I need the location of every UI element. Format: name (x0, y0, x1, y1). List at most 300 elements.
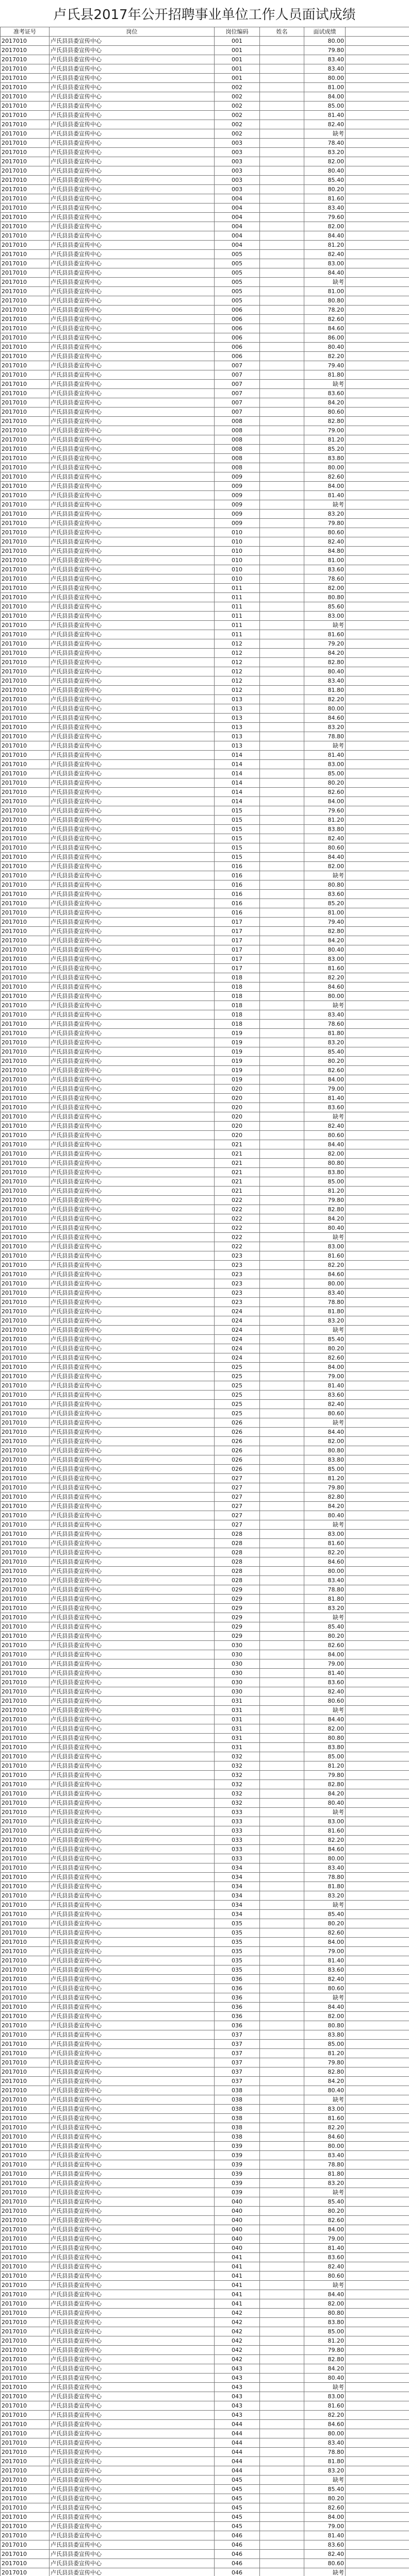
cell-name (260, 1224, 304, 1233)
cell-post: 卢氏县县委宣传中心 (50, 630, 215, 639)
cell-exam-id: 2017010 (1, 74, 50, 83)
cell-post-code: 023 (215, 1251, 260, 1261)
cell-name (260, 871, 304, 880)
cell-score: 83.00 (304, 2105, 346, 2114)
cell-post: 卢氏县县委宣传中心 (50, 1483, 215, 1493)
cell-spare (346, 1418, 409, 1428)
table-row (1, 1242, 409, 1251)
cell-post: 卢氏县县委宣传中心 (50, 1595, 215, 1604)
cell-post: 卢氏县县委宣传中心 (50, 1910, 215, 1919)
cell-spare (346, 2466, 409, 2476)
cell-post: 卢氏县县委宣传中心 (50, 649, 215, 658)
cell-post: 卢氏县县委宣传中心 (50, 2142, 215, 2151)
cell-spare (346, 806, 409, 816)
cell-post-code: 039 (215, 2179, 260, 2188)
cell-score: 81.20 (304, 816, 346, 825)
table-row (1, 806, 409, 816)
table-row (1, 667, 409, 676)
table-row (1, 2049, 409, 2058)
cell-exam-id: 2017010 (1, 1669, 50, 1678)
cell-name (260, 695, 304, 704)
cell-post-code: 021 (215, 1140, 260, 1149)
cell-name (260, 2132, 304, 2142)
cell-post-code: 007 (215, 361, 260, 370)
cell-post: 卢氏县县委宣传中心 (50, 1919, 215, 1928)
cell-score: 82.00 (304, 862, 346, 871)
table-row (1, 2336, 409, 2346)
cell-score: 85.20 (304, 445, 346, 454)
cell-score: 83.80 (304, 1168, 346, 1177)
cell-name (260, 1975, 304, 1984)
cell-spare (346, 2049, 409, 2058)
table-row (1, 1743, 409, 1752)
table-row (1, 1836, 409, 1845)
cell-spare (346, 1613, 409, 1622)
cell-post-code: 022 (215, 1214, 260, 1224)
cell-spare (346, 2170, 409, 2179)
cell-name (260, 1344, 304, 1353)
cell-score: 82.20 (304, 1261, 346, 1270)
cell-score: 82.40 (304, 2550, 346, 2559)
table-row (1, 324, 409, 333)
cell-post: 卢氏县县委宣传中心 (50, 2503, 215, 2513)
table-row (1, 361, 409, 370)
cell-exam-id: 2017010 (1, 370, 50, 380)
cell-spare (346, 2346, 409, 2355)
cell-exam-id: 2017010 (1, 1817, 50, 1826)
cell-exam-id: 2017010 (1, 2003, 50, 2012)
table-row (1, 1502, 409, 1511)
cell-post-code: 026 (215, 1418, 260, 1428)
cell-exam-id: 2017010 (1, 157, 50, 166)
cell-post: 卢氏县县委宣传中心 (50, 1780, 215, 1789)
cell-post: 卢氏县县委宣传中心 (50, 1891, 215, 1901)
cell-exam-id: 2017010 (1, 584, 50, 593)
cell-name (260, 2355, 304, 2364)
cell-score: 79.00 (304, 1084, 346, 1094)
cell-post: 卢氏县县委宣传中心 (50, 778, 215, 788)
cell-exam-id: 2017010 (1, 1381, 50, 1391)
table-row (1, 1094, 409, 1103)
cell-exam-id: 2017010 (1, 1409, 50, 1418)
cell-post-code: 005 (215, 278, 260, 287)
cell-name (260, 315, 304, 324)
cell-spare (346, 482, 409, 491)
table-row (1, 370, 409, 380)
table-row (1, 259, 409, 268)
cell-spare (346, 2234, 409, 2244)
table-row (1, 2457, 409, 2466)
cell-post: 卢氏县县委宣传中心 (50, 593, 215, 602)
cell-name (260, 2513, 304, 2522)
cell-post-code: 015 (215, 843, 260, 853)
cell-post-code: 020 (215, 1084, 260, 1094)
cell-name (260, 1984, 304, 1993)
cell-score: 缺考 (304, 1808, 346, 1817)
table-row (1, 2040, 409, 2049)
cell-post: 卢氏县县委宣传中心 (50, 1159, 215, 1168)
cell-post-code: 011 (215, 593, 260, 602)
cell-name (260, 2188, 304, 2197)
cell-exam-id: 2017010 (1, 389, 50, 398)
cell-spare (346, 1289, 409, 1298)
table-row (1, 1493, 409, 1502)
cell-spare (346, 1214, 409, 1224)
cell-post: 卢氏县县委宣传中心 (50, 2466, 215, 2476)
cell-exam-id: 2017010 (1, 1836, 50, 1845)
cell-score: 82.40 (304, 834, 346, 843)
table-row (1, 1149, 409, 1159)
cell-post: 卢氏县县委宣传中心 (50, 2476, 215, 2485)
table-row (1, 74, 409, 83)
cell-name (260, 139, 304, 148)
cell-spare (346, 1641, 409, 1650)
cell-spare (346, 2021, 409, 2030)
cell-post: 卢氏县县委宣传中心 (50, 1242, 215, 1251)
cell-exam-id: 2017010 (1, 2568, 50, 2576)
cell-post-code: 040 (215, 2234, 260, 2244)
cell-spare (346, 287, 409, 296)
cell-post: 卢氏县县委宣传中心 (50, 556, 215, 565)
cell-spare (346, 1659, 409, 1669)
cell-post: 卢氏县县委宣传中心 (50, 1075, 215, 1084)
cell-post-code: 002 (215, 92, 260, 101)
cell-post-code: 029 (215, 1632, 260, 1641)
table-row (1, 1724, 409, 1734)
cell-post: 卢氏县县委宣传中心 (50, 2485, 215, 2494)
cell-post: 卢氏县县委宣传中心 (50, 2179, 215, 2188)
cell-post-code: 016 (215, 908, 260, 918)
cell-spare (346, 2179, 409, 2188)
cell-score: 81.20 (304, 1474, 346, 1483)
cell-spare (346, 1697, 409, 1706)
cell-score: 81.20 (304, 2049, 346, 2058)
table-row (1, 1511, 409, 1520)
cell-score: 81.80 (304, 2170, 346, 2179)
cell-name (260, 2346, 304, 2355)
cell-post: 卢氏县县委宣传中心 (50, 741, 215, 751)
cell-spare (346, 862, 409, 871)
cell-post-code: 019 (215, 1038, 260, 1047)
cell-post: 卢氏县县委宣传中心 (50, 853, 215, 862)
cell-exam-id: 2017010 (1, 287, 50, 296)
cell-score: 82.00 (304, 157, 346, 166)
cell-post-code: 018 (215, 1001, 260, 1010)
cell-spare (346, 1845, 409, 1854)
table-row (1, 1984, 409, 1993)
cell-spare (346, 343, 409, 352)
cell-post: 卢氏县县委宣传中心 (50, 2077, 215, 2086)
cell-post: 卢氏县县委宣传中心 (50, 769, 215, 778)
cell-post-code: 024 (215, 1316, 260, 1326)
table-row (1, 92, 409, 101)
cell-spare (346, 528, 409, 537)
cell-post: 卢氏县县委宣传中心 (50, 825, 215, 834)
cell-score: 81.80 (304, 686, 346, 695)
table-row (1, 1261, 409, 1270)
cell-name (260, 1205, 304, 1214)
cell-name (260, 1465, 304, 1474)
cell-post-code: 030 (215, 1650, 260, 1659)
cell-spare (346, 751, 409, 760)
cell-exam-id: 2017010 (1, 2216, 50, 2225)
cell-score: 81.40 (304, 2531, 346, 2540)
cell-name (260, 1938, 304, 1947)
cell-score: 81.40 (304, 1381, 346, 1391)
cell-name (260, 296, 304, 306)
cell-name (260, 2225, 304, 2234)
cell-post-code: 012 (215, 649, 260, 658)
cell-name (260, 797, 304, 806)
cell-spare (346, 1873, 409, 1882)
cell-post: 卢氏县县委宣传中心 (50, 1650, 215, 1659)
cell-post: 卢氏县县委宣传中心 (50, 1659, 215, 1669)
cell-exam-id: 2017010 (1, 1057, 50, 1066)
cell-post-code: 018 (215, 973, 260, 982)
cell-exam-id: 2017010 (1, 1251, 50, 1261)
table-row (1, 111, 409, 120)
cell-name (260, 1363, 304, 1372)
cell-score: 79.60 (304, 806, 346, 816)
cell-exam-id: 2017010 (1, 2142, 50, 2151)
cell-name (260, 472, 304, 482)
cell-exam-id: 2017010 (1, 1446, 50, 1455)
table-row (1, 2132, 409, 2142)
cell-score: 80.40 (304, 166, 346, 176)
cell-spare (346, 1724, 409, 1734)
cell-post-code: 015 (215, 853, 260, 862)
table-row (1, 2290, 409, 2299)
cell-name (260, 2170, 304, 2179)
cell-post-code: 033 (215, 1845, 260, 1854)
cell-spare (346, 1279, 409, 1289)
table-row (1, 222, 409, 231)
cell-exam-id: 2017010 (1, 880, 50, 890)
cell-name (260, 1233, 304, 1242)
cell-post: 卢氏县县委宣传中心 (50, 528, 215, 537)
cell-score: 81.20 (304, 1761, 346, 1771)
cell-post-code: 011 (215, 602, 260, 612)
cell-exam-id: 2017010 (1, 2040, 50, 2049)
cell-name (260, 1604, 304, 1613)
cell-spare (346, 1233, 409, 1242)
cell-spare (346, 1446, 409, 1455)
cell-post-code: 026 (215, 1465, 260, 1474)
cell-post-code: 029 (215, 1622, 260, 1632)
cell-exam-id: 2017010 (1, 2290, 50, 2299)
cell-name (260, 676, 304, 686)
table-row (1, 964, 409, 973)
cell-score: 80.80 (304, 2021, 346, 2030)
cell-name (260, 1548, 304, 1557)
cell-spare (346, 1799, 409, 1808)
cell-post-code: 039 (215, 2160, 260, 2170)
cell-spare (346, 1520, 409, 1530)
table-row (1, 1928, 409, 1938)
cell-spare (346, 1650, 409, 1659)
cell-post-code: 029 (215, 1595, 260, 1604)
cell-exam-id: 2017010 (1, 630, 50, 639)
cell-spare (346, 2457, 409, 2466)
cell-name (260, 1567, 304, 1576)
cell-post-code: 014 (215, 760, 260, 769)
cell-spare (346, 2272, 409, 2281)
cell-exam-id: 2017010 (1, 55, 50, 64)
cell-exam-id: 2017010 (1, 593, 50, 602)
cell-name (260, 843, 304, 853)
cell-post-code: 025 (215, 1363, 260, 1372)
cell-exam-id: 2017010 (1, 853, 50, 862)
cell-name (260, 204, 304, 213)
cell-score: 83.60 (304, 890, 346, 899)
table-row (1, 1001, 409, 1010)
cell-name (260, 2309, 304, 2318)
cell-post-code: 017 (215, 955, 260, 964)
cell-post-code: 002 (215, 120, 260, 129)
cell-post-code: 043 (215, 2364, 260, 2374)
cell-score: 82.20 (304, 352, 346, 361)
cell-post-code: 001 (215, 46, 260, 55)
cell-post: 卢氏县县委宣传中心 (50, 324, 215, 333)
cell-exam-id: 2017010 (1, 1353, 50, 1363)
table-row (1, 1761, 409, 1771)
cell-post-code: 015 (215, 834, 260, 843)
cell-post: 卢氏县县委宣传中心 (50, 1168, 215, 1177)
cell-post: 卢氏县县委宣传中心 (50, 1465, 215, 1474)
cell-exam-id: 2017010 (1, 732, 50, 741)
cell-post-code: 034 (215, 1882, 260, 1891)
cell-score: 80.60 (304, 2272, 346, 2281)
cell-post-code: 037 (215, 2067, 260, 2077)
cell-score: 84.20 (304, 1789, 346, 1799)
cell-post-code: 002 (215, 101, 260, 111)
cell-post: 卢氏县县委宣传中心 (50, 46, 215, 55)
cell-name (260, 1910, 304, 1919)
table-row (1, 1752, 409, 1761)
cell-name (260, 2021, 304, 2030)
cell-score: 缺考 (304, 621, 346, 630)
cell-exam-id: 2017010 (1, 528, 50, 537)
cell-name (260, 92, 304, 101)
cell-post-code: 001 (215, 55, 260, 64)
cell-spare (346, 120, 409, 129)
table-row (1, 1595, 409, 1604)
cell-spare (346, 510, 409, 519)
cell-post: 卢氏县县委宣传中心 (50, 1687, 215, 1697)
cell-name (260, 834, 304, 843)
cell-spare (346, 797, 409, 806)
cell-score: 83.80 (304, 1743, 346, 1752)
cell-post: 卢氏县县委宣传中心 (50, 1214, 215, 1224)
cell-spare (346, 1539, 409, 1548)
cell-name (260, 55, 304, 64)
cell-post: 卢氏县县委宣传中心 (50, 1743, 215, 1752)
cell-score: 81.80 (304, 1595, 346, 1604)
cell-score: 79.80 (304, 519, 346, 528)
cell-score: 82.80 (304, 1780, 346, 1789)
cell-exam-id: 2017010 (1, 2225, 50, 2234)
cell-exam-id: 2017010 (1, 204, 50, 213)
cell-exam-id: 2017010 (1, 1159, 50, 1168)
table-row (1, 1307, 409, 1316)
table-row (1, 1669, 409, 1678)
table-row (1, 46, 409, 55)
cell-post: 卢氏县县委宣传中心 (50, 491, 215, 500)
cell-exam-id: 2017010 (1, 565, 50, 574)
cell-post: 卢氏县县委宣传中心 (50, 1038, 215, 1047)
cell-score: 79.40 (304, 361, 346, 370)
cell-score: 82.60 (304, 472, 346, 482)
cell-post: 卢氏县县委宣传中心 (50, 222, 215, 231)
cell-post: 卢氏县县委宣传中心 (50, 426, 215, 435)
table-row (1, 1446, 409, 1455)
cell-name (260, 1298, 304, 1307)
cell-name (260, 324, 304, 333)
cell-name (260, 2234, 304, 2244)
cell-post: 卢氏县县委宣传中心 (50, 1724, 215, 1734)
cell-score: 79.80 (304, 1771, 346, 1780)
table-row (1, 2309, 409, 2318)
cell-spare (346, 2160, 409, 2170)
cell-exam-id: 2017010 (1, 1604, 50, 1613)
cell-score: 78.80 (304, 1585, 346, 1595)
cell-post-code: 043 (215, 2383, 260, 2392)
cell-post: 卢氏县县委宣传中心 (50, 1205, 215, 1214)
cell-name (260, 1697, 304, 1706)
cell-score: 81.60 (304, 630, 346, 639)
cell-post-code: 027 (215, 1511, 260, 1520)
cell-spare (346, 315, 409, 324)
table-row (1, 797, 409, 806)
cell-name (260, 2568, 304, 2576)
cell-name (260, 816, 304, 825)
cell-score: 83.00 (304, 612, 346, 621)
cell-score: 80.20 (304, 778, 346, 788)
cell-exam-id: 2017010 (1, 46, 50, 55)
cell-spare (346, 565, 409, 574)
cell-post-code: 044 (215, 2429, 260, 2438)
cell-post: 卢氏县县委宣传中心 (50, 537, 215, 547)
cell-score: 84.00 (304, 92, 346, 101)
cell-name (260, 964, 304, 973)
cell-post: 卢氏县县委宣传中心 (50, 751, 215, 760)
cell-name (260, 1873, 304, 1882)
cell-name (260, 1409, 304, 1418)
table-row (1, 2114, 409, 2123)
cell-exam-id: 2017010 (1, 352, 50, 361)
cell-name (260, 1335, 304, 1344)
cell-post: 卢氏县县委宣传中心 (50, 2531, 215, 2540)
cell-name (260, 380, 304, 389)
cell-spare (346, 2420, 409, 2429)
cell-spare (346, 1353, 409, 1363)
cell-post-code: 016 (215, 899, 260, 908)
cell-score: 80.40 (304, 667, 346, 676)
cell-spare (346, 139, 409, 148)
cell-post: 卢氏县县委宣传中心 (50, 2244, 215, 2253)
cell-post: 卢氏县县委宣传中心 (50, 714, 215, 723)
cell-spare (346, 899, 409, 908)
table-row (1, 982, 409, 992)
cell-score: 79.00 (304, 2522, 346, 2531)
cell-name (260, 1038, 304, 1047)
cell-spare (346, 55, 409, 64)
cell-spare (346, 111, 409, 120)
table-row (1, 2476, 409, 2485)
cell-spare (346, 778, 409, 788)
cell-name (260, 250, 304, 259)
cell-spare (346, 1242, 409, 1251)
